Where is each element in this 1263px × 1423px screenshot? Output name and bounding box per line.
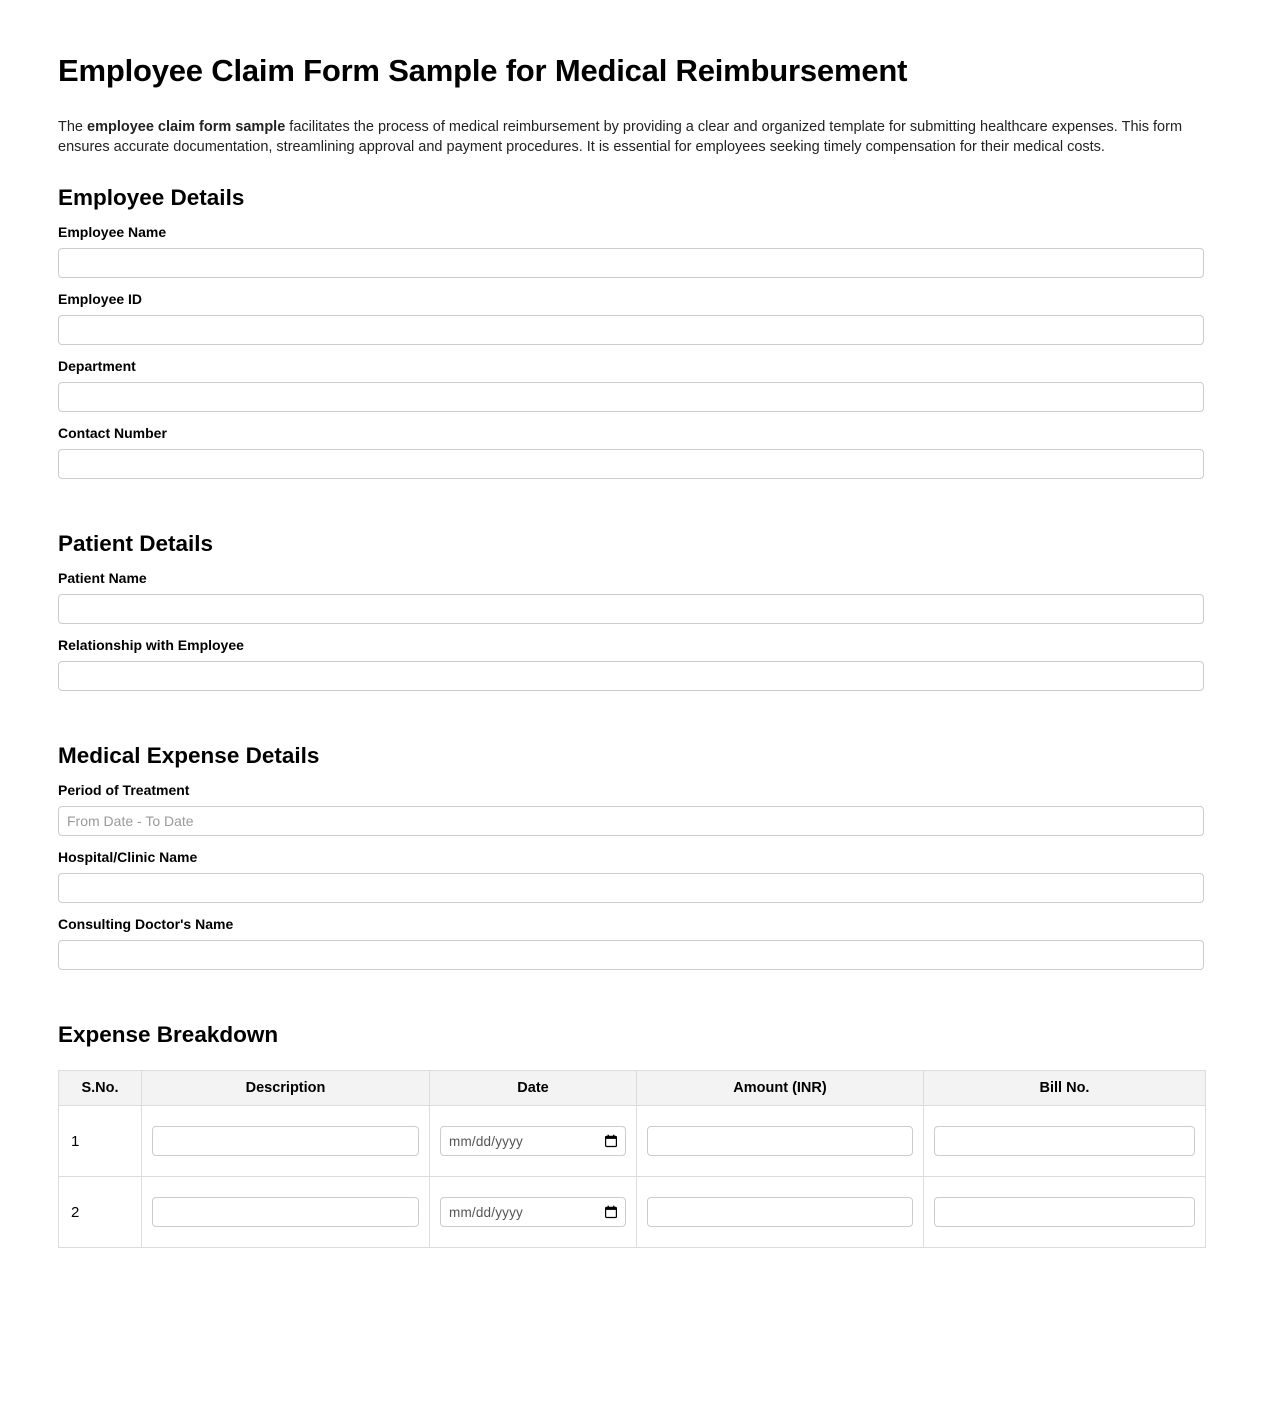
label-employee-name: Employee Name: [58, 224, 167, 241]
column-header-amount: Amount (INR): [637, 1071, 924, 1106]
row-1-date-input[interactable]: [440, 1126, 626, 1156]
calendar-icon[interactable]: [605, 1206, 617, 1219]
field-hospital-clinic-name: [58, 836, 1205, 903]
employee-name-input[interactable]: [58, 248, 1204, 278]
row-2-description-cell: [142, 1177, 430, 1248]
field-consulting-doctors-name: [58, 903, 1205, 970]
field-employee-id: [58, 278, 1205, 345]
field-period-of-treatment: [58, 769, 1205, 836]
row-2-date-cell: [430, 1177, 637, 1248]
consulting-doctors-name-input[interactable]: [58, 940, 1204, 970]
intro-rest: facilitates the process of medical reimbursement by providing a clear and organized template for submitting healthcare expenses. This form ensures accurate documentation, streamlining approval and payment procedures. It is essential for employees seeking timely compensation for their medical costs.: [58, 119, 1183, 156]
field-employee-name: [58, 211, 1205, 278]
row-2-date-placeholder: mm/dd/yyyy: [449, 1204, 524, 1220]
row-2-date-input[interactable]: [440, 1197, 626, 1227]
field-contact-number: [58, 412, 1205, 479]
row-2-amount-cell: [637, 1177, 924, 1248]
patient-name-input[interactable]: [58, 594, 1204, 624]
employee-id-input[interactable]: [58, 315, 1204, 345]
expense-breakdown-table: [58, 1070, 1206, 1248]
row-1-sno: 1: [59, 1106, 142, 1177]
section-heading-employee-details: Employee Details: [58, 185, 245, 211]
row-1-amount-input[interactable]: [647, 1126, 913, 1156]
label-employee-id: Employee ID: [58, 291, 143, 308]
calendar-icon[interactable]: [605, 1135, 617, 1148]
intro-paragraph: [58, 89, 1205, 157]
relationship-with-employee-input[interactable]: [58, 661, 1204, 691]
label-department: Department: [58, 358, 136, 375]
intro-lead: The: [58, 119, 88, 136]
row-2-bill-no-input[interactable]: [934, 1197, 1195, 1227]
page-title: Employee Claim Form Sample for Medical Reimbursement: [58, 53, 908, 88]
table-header-row: [59, 1071, 1206, 1106]
row-1-amount-cell: [637, 1106, 924, 1177]
column-header-description: Description: [142, 1071, 430, 1106]
section-heading-patient-details: Patient Details: [58, 531, 214, 557]
section-heading-medical-expense-details: Medical Expense Details: [58, 743, 320, 769]
column-header-sno: S.No.: [59, 1071, 142, 1106]
label-period-of-treatment: Period of Treatment: [58, 782, 190, 799]
department-input[interactable]: [58, 382, 1204, 412]
table-row: [59, 1177, 1206, 1248]
section-heading-expense-breakdown: Expense Breakdown: [58, 1022, 279, 1048]
label-patient-name: Patient Name: [58, 570, 147, 587]
row-1-bill-no-input[interactable]: [934, 1126, 1195, 1156]
row-2-sno: 2: [59, 1177, 142, 1248]
label-hospital-clinic-name: Hospital/Clinic Name: [58, 849, 198, 866]
row-2-amount-input[interactable]: [647, 1197, 913, 1227]
field-patient-name: [58, 557, 1205, 624]
row-2-bill-no-cell: [924, 1177, 1206, 1248]
label-contact-number: Contact Number: [58, 425, 167, 442]
row-1-date-placeholder: mm/dd/yyyy: [449, 1133, 524, 1149]
row-1-description-cell: [142, 1106, 430, 1177]
label-consulting-doctors-name: Consulting Doctor's Name: [58, 916, 234, 933]
intro-bold-term: employee claim form sample: [87, 119, 286, 136]
field-relationship-with-employee: [58, 624, 1205, 691]
field-department: [58, 345, 1205, 412]
row-1-date-cell: [430, 1106, 637, 1177]
row-1-bill-no-cell: [924, 1106, 1206, 1177]
contact-number-input[interactable]: [58, 449, 1204, 479]
row-1-description-input[interactable]: [152, 1126, 419, 1156]
period-of-treatment-input[interactable]: [58, 806, 1204, 836]
label-relationship-with-employee: Relationship with Employee: [58, 637, 244, 654]
table-row: [59, 1106, 1206, 1177]
column-header-date: Date: [430, 1071, 637, 1106]
column-header-bill-no: Bill No.: [924, 1071, 1206, 1106]
row-2-description-input[interactable]: [152, 1197, 419, 1227]
hospital-clinic-name-input[interactable]: [58, 873, 1204, 903]
